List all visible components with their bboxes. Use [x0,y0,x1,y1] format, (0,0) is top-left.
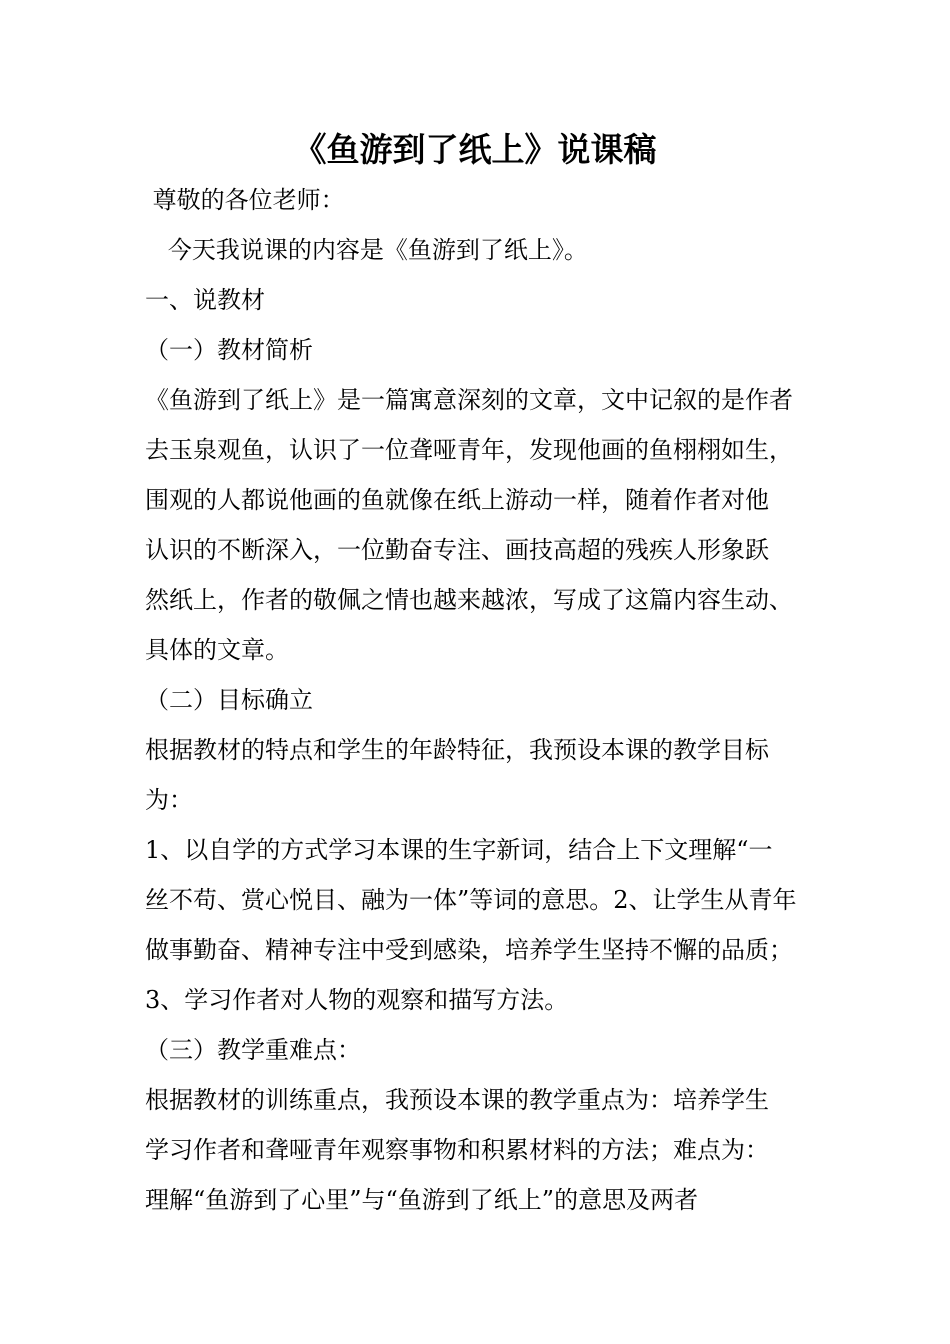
objective-line: 丝不苟、赏心悦目、融为一体”等词的意思。2、让学生从青年 [145,886,797,914]
paragraph-line: 然纸上，作者的敬佩之情也越来越浓，写成了这篇内容生动、 [145,586,793,614]
objective-line: 1、以自学的方式学习本课的生字新词，结合上下文理解“一 [145,836,773,864]
paragraph-line: 围观的人都说他画的鱼就像在纸上游动一样，随着作者对他 [145,486,769,514]
section-heading-1: 一、说教材 [145,286,265,314]
paragraph-line: 具体的文章。 [145,636,289,664]
greeting-line: 尊敬的各位老师： [145,186,345,214]
subsection-heading-3: （三）教学重难点： [145,1036,361,1064]
paragraph-line: 《鱼游到了纸上》是一篇寓意深刻的文章，文中记叙的是作者 [145,386,793,414]
objective-line: 做事勤奋、精神专注中受到感染，培养学生坚持不懈的品质； [145,936,793,964]
paragraph-line: 根据教材的特点和学生的年龄特征，我预设本课的教学目标 [145,736,769,764]
subsection-heading-1: （一）教材简析 [145,336,313,364]
paragraph-line: 理解“鱼游到了心里”与“鱼游到了纸上”的意思及两者 [145,1186,699,1214]
paragraph-line: 认识的不断深入，一位勤奋专注、画技高超的残疾人形象跃 [145,536,769,564]
objective-line: 3、学习作者对人物的观察和描写方法。 [145,986,569,1014]
intro-line: 今天我说课的内容是《鱼游到了纸上》。 [145,236,588,264]
paragraph-line: 根据教材的训练重点，我预设本课的教学重点为：培养学生 [145,1086,769,1114]
subsection-heading-2: （二）目标确立 [145,686,313,714]
document-title: 《鱼游到了纸上》说课稿 [293,130,657,169]
paragraph-line: 去玉泉观鱼，认识了一位聋哑青年，发现他画的鱼栩栩如生， [145,436,793,464]
paragraph-line: 学习作者和聋哑青年观察事物和积累材料的方法；难点为： [145,1136,769,1164]
paragraph-line: 为： [145,786,193,814]
